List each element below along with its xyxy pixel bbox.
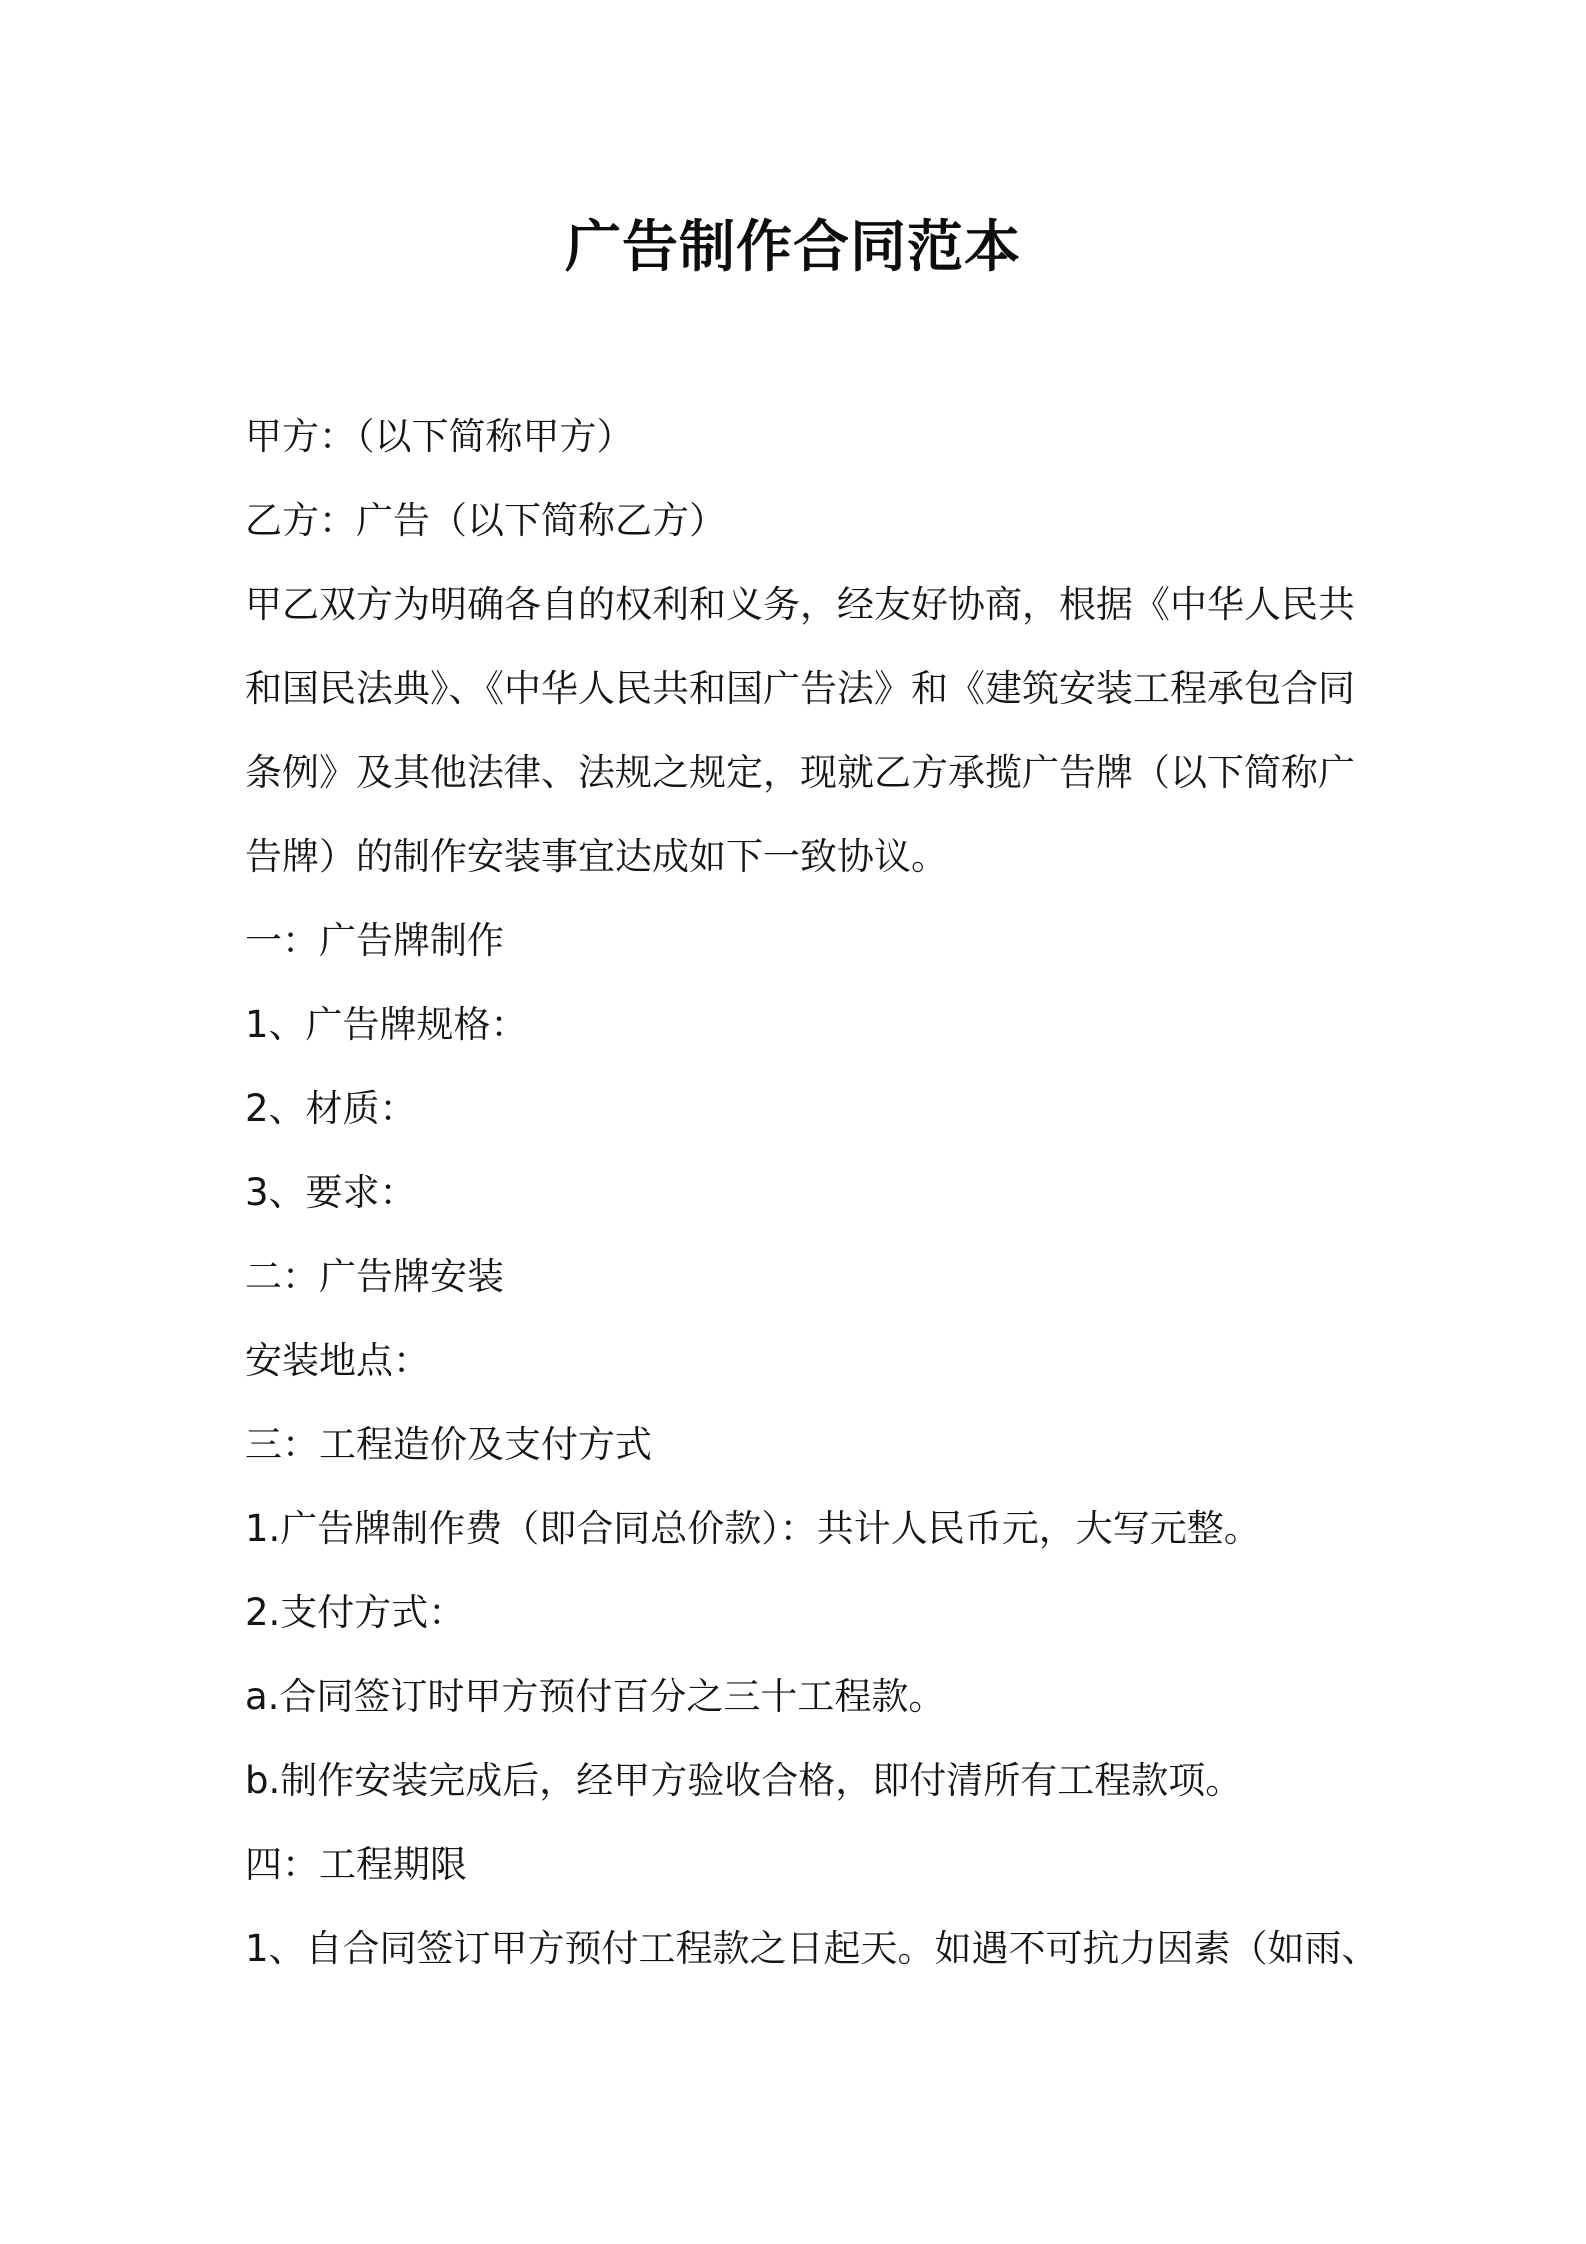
- section-sign-production: [245, 899, 1425, 1235]
- clause-item: 2.支付方式：: [245, 1591, 466, 1634]
- clause-item: 2、材质：: [245, 1087, 417, 1130]
- intro-line: 条例》及其他法律、法规之规定，现就乙方承揽广告牌（以下简称广: [245, 751, 1355, 794]
- clause-item: 1、广告牌规格：: [245, 1003, 528, 1046]
- intro-paragraph: [245, 563, 1425, 899]
- document-title: 广告制作合同范本: [565, 215, 1021, 280]
- section-heading: 三：工程造价及支付方式: [245, 1423, 652, 1466]
- section-sign-installation: [245, 1235, 1425, 1403]
- document-body: [245, 395, 1425, 1991]
- section-heading: 二：广告牌安装: [245, 1255, 504, 1298]
- intro-line: 甲乙双方为明确各自的权利和义务，经友好协商，根据《中华人民共: [245, 583, 1355, 626]
- section-heading: 一：广告牌制作: [245, 919, 504, 962]
- intro-line: 和国民法典》、《中华人民共和国广告法》和《建筑安装工程承包合同: [245, 667, 1355, 710]
- clause-item: 安装地点：: [245, 1339, 430, 1382]
- section-project-duration: [245, 1823, 1425, 1991]
- clause-item: a.合同签订时甲方预付百分之三十工程款。: [245, 1675, 946, 1718]
- clause-item: 3、要求：: [245, 1171, 417, 1214]
- intro-line: 告牌）的制作安装事宜达成如下一致协议。: [245, 835, 948, 878]
- section-heading: 四：工程期限: [245, 1843, 467, 1886]
- clause-item: 1、自合同签订甲方预付工程款之日起天。如遇不可抗力因素（如雨、: [245, 1927, 1379, 1970]
- party-b-line: 乙方：广告（以下简称乙方）: [245, 499, 726, 542]
- clause-item: b.制作安装完成后，经甲方验收合格，即付清所有工程款项。: [245, 1759, 1243, 1802]
- party-a-line: 甲方：（以下简称甲方）: [245, 415, 634, 458]
- clause-item: 1.广告牌制作费（即合同总价款）：共计人民币元，大写元整。: [245, 1507, 1261, 1550]
- section-cost-and-payment: [245, 1403, 1425, 1823]
